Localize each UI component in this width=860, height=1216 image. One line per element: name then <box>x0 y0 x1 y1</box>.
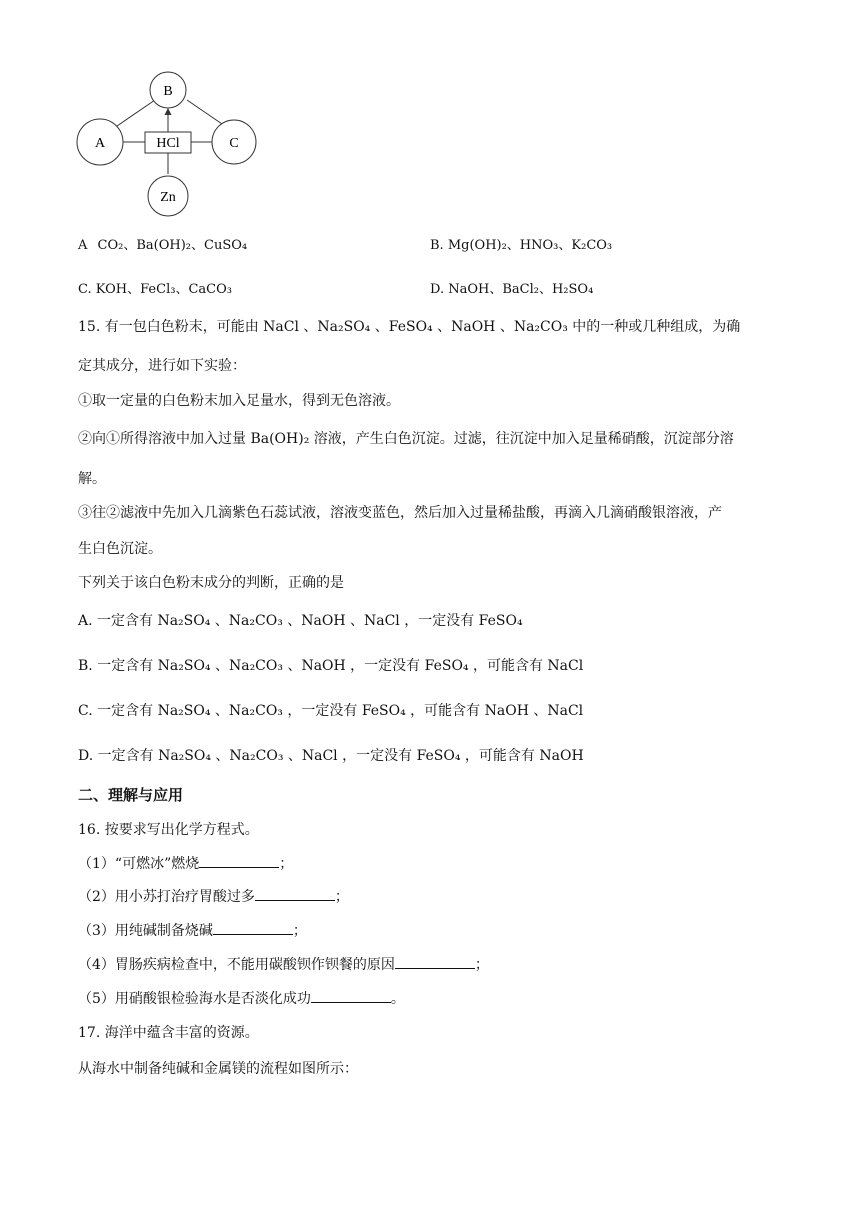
q15-stem-line2: 定其成分，进行如下实验： <box>78 358 246 374</box>
q15-step1: ①取一定量的白色粉末加入足量水，得到无色溶液。 <box>78 393 400 409</box>
q15-step2-line2: 解。 <box>78 471 106 487</box>
reaction-diagram <box>75 70 265 220</box>
q15-option-b: B. 一定含有 Na₂SO₄ 、Na₂CO₃ 、NaOH ，一定没有 FeSO₄ ，可能含有 NaCl <box>78 658 584 674</box>
section-heading: 二、理解与应用 <box>78 786 184 804</box>
q17-line2: 从海水中制备纯碱和金属镁的流程如图所示： <box>78 1061 358 1077</box>
q16-part-label: （2）用小苏打治疗胃酸过多 <box>78 889 255 905</box>
q14-option-c <box>78 278 232 297</box>
q14-option-text: KOH、FeCl₃、CaCO₃ <box>95 282 232 297</box>
connector-b-c <box>187 100 225 126</box>
node-c-label: C <box>229 136 239 151</box>
q16-part-1 <box>78 853 293 873</box>
q16-part-end: 。 <box>390 991 405 1007</box>
q14-option-b <box>430 234 612 253</box>
q16-part-2 <box>78 886 349 906</box>
node-a-label: A <box>94 136 106 151</box>
node-zn-label: Zn <box>160 190 176 205</box>
q14-option-letter: C. <box>78 282 92 297</box>
q16-part-end: ； <box>334 889 349 905</box>
answer-blank[interactable] <box>213 920 293 935</box>
q16-stem: 16. 按要求写出化学方程式。 <box>78 822 259 838</box>
answer-blank[interactable] <box>311 988 391 1003</box>
q15-option-a: A. 一定含有 Na₂SO₄ 、Na₂CO₃ 、NaOH 、NaCl ，一定没有 FeSO₄ <box>78 613 523 629</box>
q14-option-letter: B. <box>430 238 444 253</box>
q15-step3-line1: ③往②滤液中先加入几滴紫色石蕊试液，溶液变蓝色，然后加入过量稀盐酸，再滴入几滴硝酸银溶液，产 <box>78 505 722 521</box>
q16-part-4 <box>78 954 489 974</box>
q15-option-d: D. 一定含有 Na₂SO₄ 、Na₂CO₃ 、NaCl ，一定没有 FeSO₄ ，可能含有 NaOH <box>78 748 584 764</box>
q16-part-label: （3）用纯碱制备烧碱 <box>78 923 213 939</box>
q14-option-letter: A <box>78 238 88 253</box>
q14-option-text: Mg(OH)₂、HNO₃、K₂CO₃ <box>447 238 613 253</box>
node-b-label: B <box>163 84 173 99</box>
q17-stem: 17. 海洋中蕴含丰富的资源。 <box>78 1025 259 1041</box>
answer-blank[interactable] <box>255 886 335 901</box>
answer-blank[interactable] <box>395 954 475 969</box>
q16-part-end: ； <box>279 856 294 872</box>
q15-stem-line1: 15. 有一包白色粉末，可能由 NaCl 、Na₂SO₄ 、FeSO₄ 、NaOH 、Na₂CO₃ 中的一种或几种组成，为确 <box>78 319 741 335</box>
q16-part-label: （4）胃肠疾病检查中，不能用碳酸钡作钡餐的原因 <box>78 957 395 973</box>
connector-a-b <box>117 100 155 126</box>
q14-option-d <box>430 278 593 297</box>
node-hcl-label: HCl <box>156 136 180 151</box>
q14-option-text: CO₂、Ba(OH)₂、CuSO₄ <box>97 238 248 253</box>
q16-part-3 <box>78 920 307 940</box>
q16-part-label: （1）“可燃冰”燃烧 <box>78 856 200 872</box>
answer-blank[interactable] <box>199 853 279 868</box>
q14-option-letter: D. <box>430 282 445 297</box>
q15-step3-line2: 生白色沉淀。 <box>78 541 162 557</box>
q14-option-a <box>78 234 247 253</box>
q14-option-text: NaOH、BaCl₂、H₂SO₄ <box>448 282 594 297</box>
q16-part-5 <box>78 988 405 1008</box>
arrowhead <box>165 108 172 115</box>
q16-part-label: （5）用硝酸银检验海水是否淡化成功 <box>78 991 311 1007</box>
q15-option-c: C. 一定含有 Na₂SO₄ 、Na₂CO₃ ，一定没有 FeSO₄ ，可能含有 NaOH 、NaCl <box>78 703 584 719</box>
q16-part-end: ； <box>474 957 489 973</box>
q15-prompt: 下列关于该白色粉末成分的判断，正确的是 <box>78 575 344 591</box>
q16-part-end: ； <box>292 923 307 939</box>
q15-step2-line1: ②向①所得溶液中加入过量 Ba(OH)₂ 溶液，产生白色沉淀。过滤，往沉淀中加入足量稀硝酸，沉淀部分溶 <box>78 431 734 447</box>
